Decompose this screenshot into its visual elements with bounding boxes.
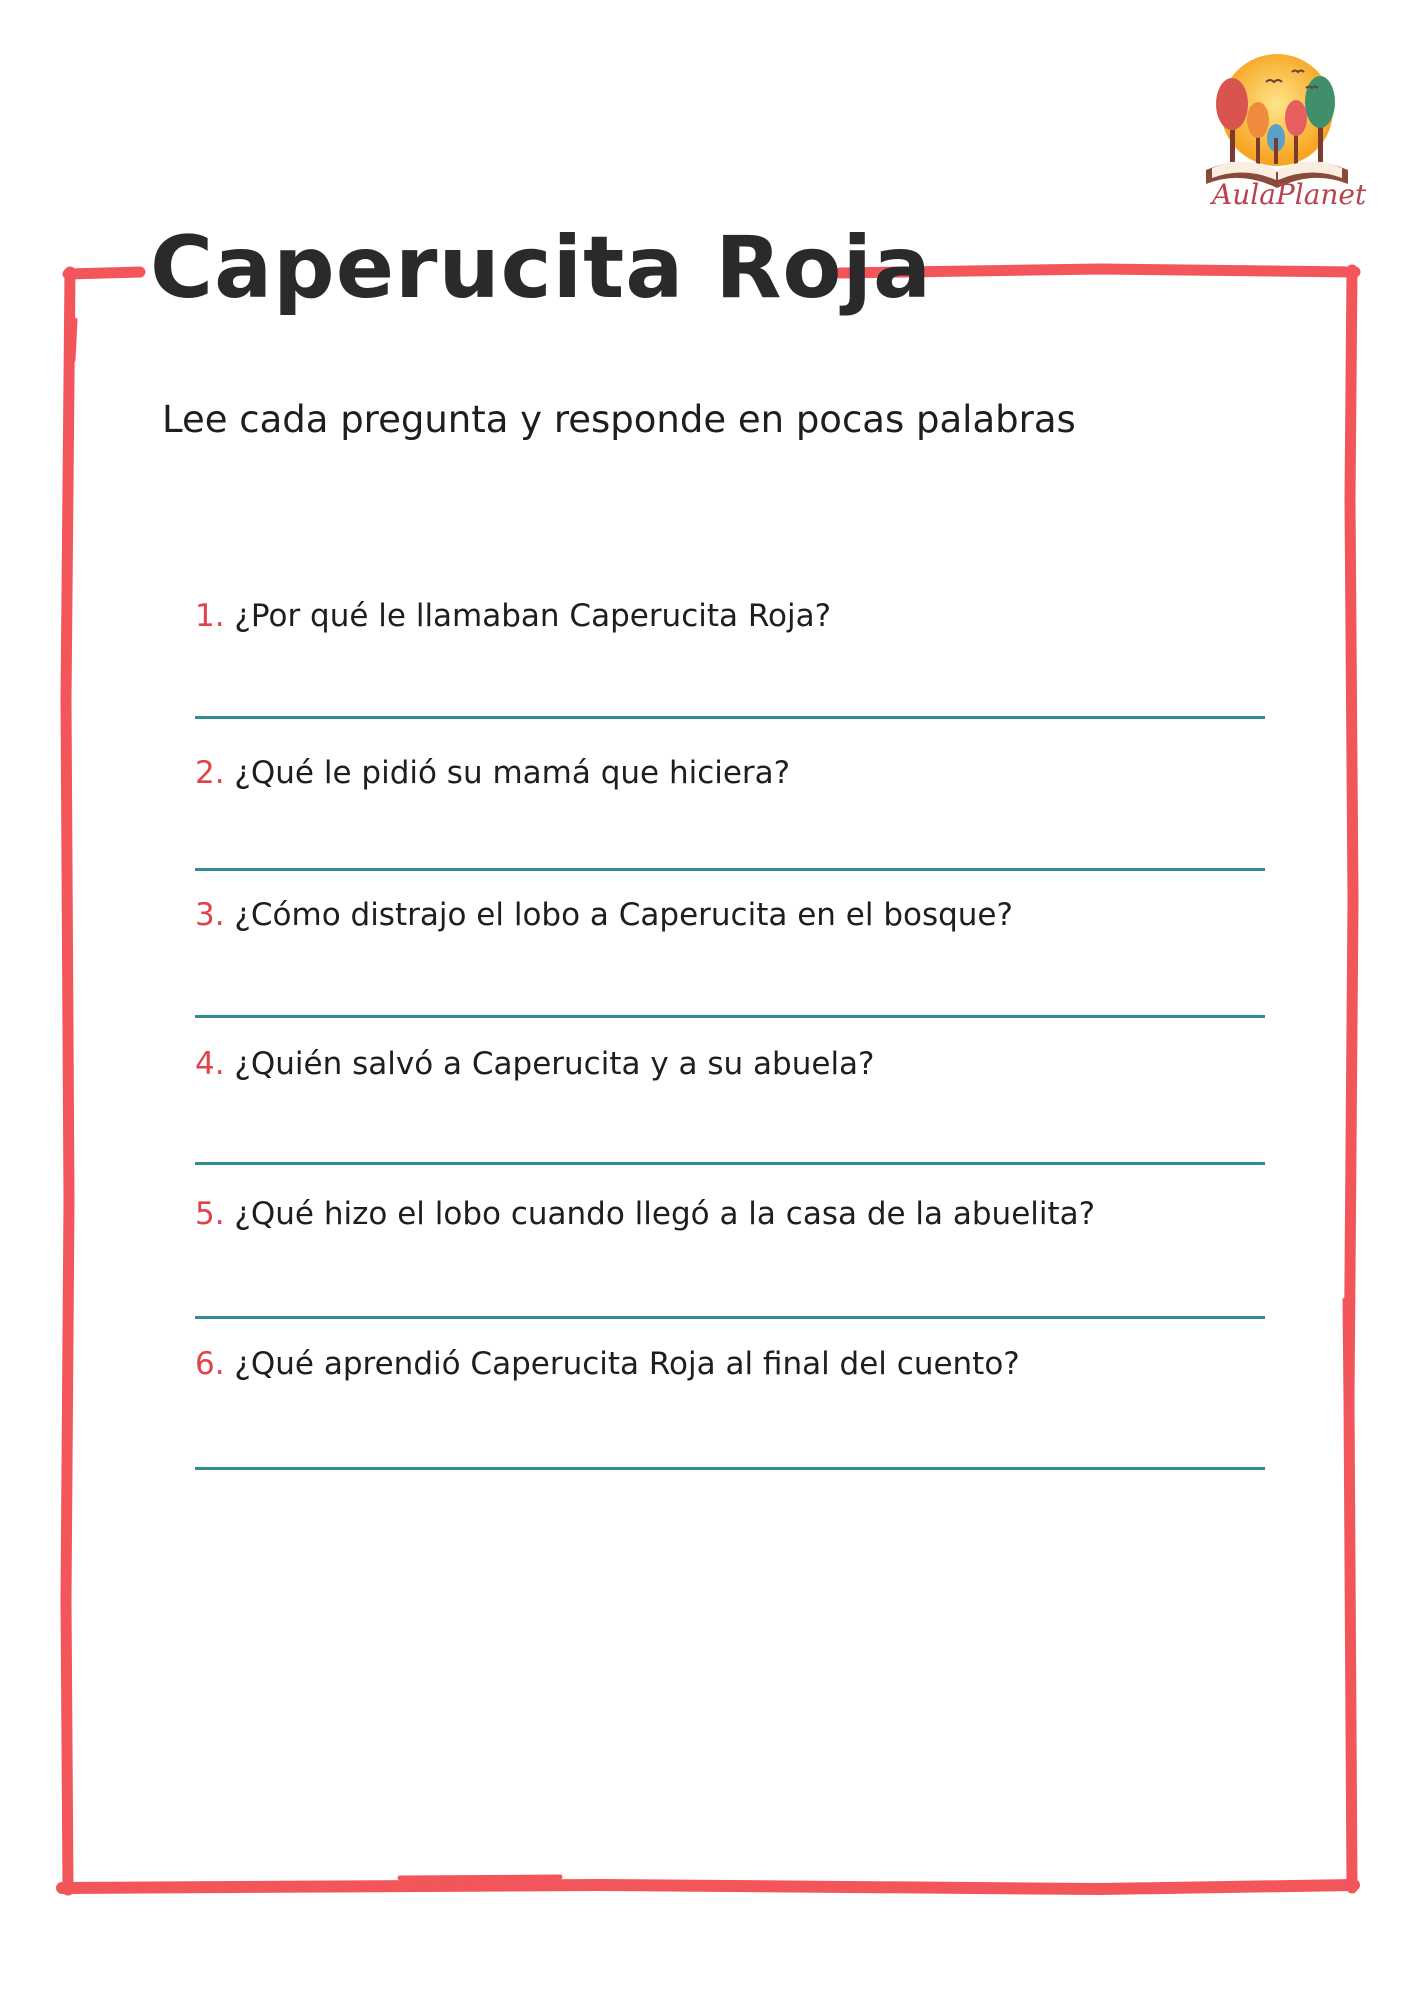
question-6 [195,1346,1265,1382]
worksheet-title: Caperucita Roja [150,218,933,318]
question-2 [195,755,1265,791]
question-number: 4. [195,1046,225,1082]
answer-line-2[interactable] [195,868,1265,871]
answer-line-5[interactable] [195,1316,1265,1319]
question-4 [195,1046,1265,1082]
answer-line-3[interactable] [195,1015,1265,1018]
question-number: 2. [195,755,225,791]
answer-line-6[interactable] [195,1467,1265,1470]
question-text: ¿Por qué le llamaban Caperucita Roja? [224,598,832,634]
worksheet-instructions: Lee cada pregunta y responde en pocas palabras [162,398,1076,441]
answer-line-1[interactable] [195,716,1265,719]
question-1 [195,598,1265,634]
question-5 [195,1196,1265,1232]
question-number: 5. [195,1196,225,1232]
question-text: ¿Cómo distrajo el lobo a Caperucita en el bosque? [224,897,1013,933]
question-text: ¿Qué aprendió Caperucita Roja al final del cuento? [224,1346,1020,1382]
logo-text: AulaPlanet [1212,178,1367,211]
question-3 [195,897,1265,933]
question-number: 3. [195,897,225,933]
question-text: ¿Qué hizo el lobo cuando llegó a la casa de la abuelita? [224,1196,1096,1232]
question-text: ¿Quién salvó a Caperucita y a su abuela? [224,1046,875,1082]
answer-line-4[interactable] [195,1162,1265,1165]
question-number: 6. [195,1346,225,1382]
question-text: ¿Qué le pidió su mamá que hiciera? [224,755,791,791]
question-number: 1. [195,598,225,634]
